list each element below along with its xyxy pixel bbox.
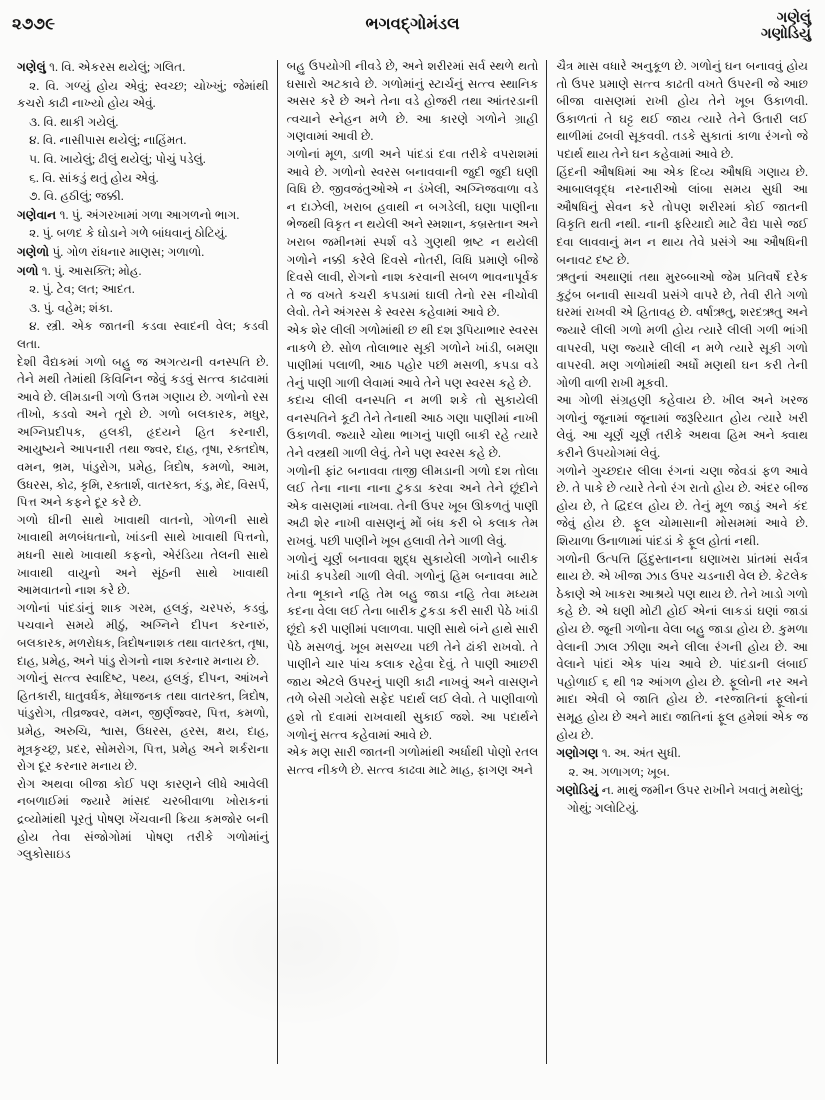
guide-word-last: ગણોડિયું: [761, 26, 811, 43]
sense-line: ૨. પું. બળદ કે ઘોડાને ગળે બાંધવાનું ઠોટિયું.: [29, 226, 228, 241]
sense: ૧. પું. અંગરખામાં ગળા આગળનો ભાગ.: [59, 207, 240, 222]
book-title: ભગવદ્ગોમંડલ: [365, 14, 460, 33]
headword: ગણોડિયું: [556, 783, 599, 798]
column-1: [8, 58, 278, 1078]
column-2: [278, 58, 548, 1078]
body-paragraph: ચૈત્ર માસ વધારે અનુકૂળ છે. ગળોનું ઘન બનાવવું હોય તો ઉપર પ્રમાણે સત્ત્વ કાઢતી વખતે ઉપરની જે આછ બીજા વાસણમાં રાખી હોય તેને ખૂબ ઉકાળવી. ઉકાળતાં તે ઘટ્ટ થઈ જાય ત્યારે તેને ઉતારી લઈ થાળીમાં ઢબવી સૂકવવી. તડકે સુકાતાં કાળા રંગનો જે પદાર્થ થાય તેને ઘન કહેવામાં આવે છે.: [556, 59, 809, 161]
body-paragraph: દેશી વૈદ્યકમાં ગળો બહુ જ અગત્યની વનસ્પતિ છે. તેને મથી તેમાંથી કિવિનિન જેવું કડવું સત્ત્વ કાઢવામાં આવે છે. લીમડાની ગળો ઉત્તમ ગણાય છે. ગળોનો રસ તીખો, કડવો અને તૂરો છે. ગળો બલકારક, મધુર, અગ્નિપ્રદીપક, હલકી, હૃદયને હિત કરનારી, આયુષ્યને આપનારી તથા જ્વર, દાહ, તૃષા, રક્તદોષ, વમન, ભ્રમ, પાંડુરોગ, પ્રમેહ, ત્રિદોષ, કમળો, આમ, ઉધરસ, કોઢ, કૃમિ, રક્તાર્શ, વાતરક્ત, કંડુ, મેદ, વિસર્પ, પિત્ત અને કફને દૂર કરે છે.: [17, 354, 269, 510]
body-paragraph: રોગ અથવા બીજા કોઈ પણ કારણને લીધે આવેલી નબળાઈમાં જ્યારે માંસદ ચરબીવાળા ખોરાકનાં દ્રવ્યોમાંથી પૂરતું પોષણ ખેંચવાની ક્રિયા કમજોર બની હોય તેવા સંજોગોમાં પોષણ તરીકે ગળોમાંનું ગ્લુકોસાઇડ: [17, 776, 269, 862]
sense-line: ૪. સ્ત્રી. એક જાતની કડવા સ્વાદની વેલ; કડવી લતા.: [17, 319, 269, 351]
dictionary-entry: [17, 59, 269, 77]
body-paragraph: એક શેર લીલી ગળોમાંથી છ થી દશ રૂપિયાભાર સ્વરસ નાકળે છે. સોળ તોલાભાર સૂકી ગળોને ખાંડી, બમણા પાણીમાં પલાળી, આઠ પહોર પછી મસળી, કપડા વડે તેનું પાણી ગાળી લેવામાં આવે તેને પણ સ્વરસ કહે છે.: [286, 322, 539, 390]
body-paragraph: ઋતુનાં અથાણાં તથા મુરબ્બાઓ જેમ પ્રતિવર્ષે દરેક કુટુંબ બનાવી સાચવી પ્રસંગે વાપરે છે, તેવી રીતે ગળો ઘરમાં રાખવી એ હિતાવહ છે. વર્ષાઋતુ, શરદઋતુ અને જ્યારે લીલી ગળો મળી હોય ત્યારે લીલી ગળી ભાંગી વાપરવી, પણ જ્યારે લીલી ન મળે ત્યારે સૂકી ગળો વાપરવી. મણ ગળોમાંથી અર્ધો મણથી ઘન કરી તેની ગોળી વાળી રાખી મૂકવી.: [556, 270, 809, 390]
sense: ન. માથું જમીન ઉપર રાખીને ખવાતું મથોલું; ગોથું; ગલોટિયું.: [567, 783, 804, 815]
text-columns: [8, 58, 817, 1078]
sense: ૧. અ. અંત સુધી.: [601, 746, 681, 761]
folio-number: ૨૭૭૯: [12, 14, 56, 33]
body-paragraph: આ ગોળી સંગ્રહણી કહેવાય છે. ખીલ અને ખરજ ગળોનું જૂનામાં જૂનામાં જરૂરિયાત હોય ત્યારે ખરી લેવું. આ ચૂર્ણ ચૂર્ણ તરીકે અથવા હિમ અને ક્વાથ કરીને ઉપયોગમાં લેવું.: [556, 393, 809, 461]
sense-line: ૨. વિ. ગળ્યું હોય એવું; સ્વચ્છ; ચોખ્ખું; જેમાંથી કચરો કાઢી નાખ્યો હોય એવું.: [17, 78, 269, 111]
dictionary-entry: [17, 207, 269, 225]
body-paragraph: કદાચ લીલી વનસ્પતિ ન મળી શકે તો સુકાયેલી વનસ્પતિને કૂટી તેને તેનાથી આઠ ગણા પાણીમાં નાખી ઉકાળવી. જ્યારે ચોથા ભાગનું પાણી બાકી રહે ત્યારે તેને વસ્ત્રથી ગાળી લેવું. તેને પણ સ્વરસ કહે છે.: [286, 393, 539, 461]
headword: ગણેલું: [17, 60, 46, 74]
body-paragraph: ગળોનાં પાંદડાંનું શાક ગરમ, હલકું, ચરપરું, કડવું, પચવાને સમયે મીઠું, અગ્નિને દીપન કરનારું, બલકારક, મળરોધક, ત્રિદોષનાશક તથા વાતરક્ત, તૃષા, દાહ, પ્રમેહ, અને પાંડુ રોગનો નાશ કરનાર મનાય છે.: [17, 600, 269, 668]
body-paragraph: હિંદની ઔષધિમાં આ એક દિવ્ય ઔષધિ ગણાય છે. આબાલવૃદ્ધ નરનારીઓ લાંબા સમય સુધી આ ઔષધિનું સેવન કરે તોપણ શરીરમાં કોઈ જાતની વિકૃતિ થતી નથી. નાની ફરિયાદો માટે વૈદ્ય પાસે જઈ દવા લાવવાનું મન ન થાય તેવે પ્રસંગે આ ઔષધિની બનાવટ દષ્ટ છે.: [556, 164, 809, 267]
sense-line: ૭. વિ. હઠીલું; જક્કી.: [29, 189, 124, 204]
guide-word-first: ગણેલું: [776, 10, 811, 26]
column-3: [547, 58, 817, 1078]
running-head: [0, 0, 825, 58]
sense-line: ૩. પું. વહેમ; શંકા.: [29, 300, 113, 315]
body-paragraph: ગળોની ફાંટ બનાવવા તાજી લીમડાની ગળો દશ તોલા લઈ તેના નાના નાના ટુકડા કરવા અને તેને છૂંદીને એક વાસણમાં નાખવા. તેની ઉપર ખૂબ ઊકળતું પાણી અઢી શેર નાખી વાસણનું મોં બંધ કરી બે કલાક તેમ રાખવું. પછી પાણીને ખૂબ હલાવી તેને ગાળી લેવું.: [286, 463, 539, 549]
body-paragraph: ગળોનું ચૂર્ણ બનાવવા શુદ્ધ સુકાયેલી ગળોને બારીક ખાંડી કપડેથી ગાળી લેવી. ગળોનું હિમ બનાવવા માટે તેના ભૂકાને નહિ તેમ બહુ જાડા નહિ તેવા મધ્યમ કદના વેલા લઈ તેના બારીક ટુકડા કરી સારી પેઠે ખાંડી છૂંદો કરી પાણીમાં પલાળવા. પાણી સાથે બંને હાથે સારી પેઠે મસળવું. ખૂબ મસળ્યા પછી તેને ઢાંકી રાખવો. તે પાણીને ચાર પાંચ કલાક રહેવા દેવું. તે પાણી આછરી જાય એટલે ઉપરનું પાણી કાઢી નાખવું અને વાસણને તળે બેસી ગયેલો સફેદ પદાર્થ લઈ લેવો. તે પાણીવાળો હશે તો દવામાં રાખવાથી સુકાઈ જશે. આ પદાર્થને ગળોનું સત્ત્વ કહેવામાં આવે છે.: [286, 551, 539, 742]
body-paragraph: ગળોને ગુચ્છદાર લીલા રંગનાં ચણા જેવડાં ફળ આવે છે. તે પાકે છે ત્યારે તેનો રંગ રાતો હોય છે. અંદર બીજ હોય છે, તે દ્વિદલ હોય છે. તેનું મૂળ જાડું અને કંદ જેવું હોય છે. ફૂલ ચોમાસાની મોસમમાં આવે છે. શિયાળા ઉનાળામાં પાંદડાં કે ફૂલ હોતાં નથી.: [556, 463, 809, 549]
body-paragraph: ગળોનું સત્ત્વ સ્વાદિષ્ટ, પથ્ય, હલકું, દીપન, આંખને હિતકારી, ધાતુવર્ધક, મેધાજનક તથા વાતરક્ત, ત્રિદોષ, પાંડુરોગ, તીવ્રજ્વર, વમન, જીર્ણજ્વર, પિત્ત, કમળો, પ્રમેહ, અરુચિ, શ્વાસ, ઉધરસ, હરસ, ક્ષય, દાહ, મૂત્રકૃચ્છ્ર, પ્રદર, સોમરોગ, પિત્ત, પ્રમેહ અને શર્કરાના રોગ દૂર કરનાર મનાય છે.: [17, 671, 269, 774]
dictionary-entry: [17, 244, 269, 262]
body-paragraph: એક મણ સારી જાતની ગળોમાંથી અર્ધાથી પોણો રતલ સત્ત્વ નીકળે છે. સત્ત્વ કાઢવા માટે માહ, ફાગણ અને: [286, 745, 539, 777]
body-paragraph: ગળો ઘીની સાથે ખાવાથી વાતનો, ગોળની સાથે ખાવાથી મળબંધતાનો, ખાંડની સાથે ખાવાથી પિત્તનો, મધની સાથે ખાવાથી કફનો, એરંડિયા તેલની સાથે ખાવાથી વાયુનો અને સૂંઠની સાથે ખાવાથી આમવાતનો નાશ કરે છે.: [17, 512, 269, 598]
headword: ગણોગણ: [556, 746, 599, 761]
sense: પું. ગોળ રાંધનાર માણસ; ગળાળો.: [52, 244, 205, 259]
sense-line: ૫. વિ. ખાયેલું; ઢીલું થયેલું; પોચું પડેલું.: [29, 151, 206, 166]
sense-line: ૩. વિ. થાકી ગયેલું.: [29, 114, 119, 129]
headword: ગળો: [17, 263, 39, 278]
body-paragraph: ગળોનાં મૂળ, ડાળી અને પાંદડાં દવા તરીકે વપરાશમાં આવે છે. ગળોનો સ્વરસ બનાવવાની જુદી જુદી ઘણી વિધિ છે. જીવજંતુઓએ ન ડંખેલી, અગ્નિજવાળા વડે ન દાઝેલી, ખરાબ હવાથી ન બગડેલી, ઘણા પાણીના ભેજથી વિકૃત ન થયેલી અને સ્મશાન, કબ્રસ્તાન અને ખરાબ જમીનમાં સ્પર્શ વડે ગુણથી ભ્રષ્ટ ન થયેલી ગળોને નક્કી કરેલે દિવસે નોતરી, વિધિ પ્રમાણે બીજે દિવસે લાવી, રોગનો નાશ કરવાની સબળ ભાવનાપૂર્વક તે જ વખતે કચરી કપડામાં ઘાલી તેનો રસ નીચોવી લેવો. તેને અંગરસ કે સ્વરસ કહેવામાં આવે છે.: [286, 146, 539, 320]
dictionary-entry: [17, 263, 269, 281]
body-paragraph: બહુ ઉપયોગી નીવડે છે, અને શરીરમાં સર્વ સ્થળે થતો ઘસારો અટકાવે છે. ગળોમાંનું સ્ટાર્ચનું સત્ત્વ સ્થાનિક અસર કરે છે અને તેના વડે હોજરી તથા આંતરડાની ત્વચાને સ્નેહન મળે છે. આ કારણે ગળોને ગ્રાહી ગણવામાં આવી છે.: [286, 59, 539, 144]
sense-line: ૨. પું. ટેવ; લત; આદત.: [29, 282, 135, 297]
sense-line: ૬. વિ. સાંકડું થતું હોય એવું.: [29, 170, 159, 185]
sense: ૧. વિ. એકરસ થયેલું; ગલિત.: [49, 60, 186, 74]
dictionary-entry: [556, 782, 808, 817]
sense-line: ૨. અ. ગળાગળ; ખૂબ.: [568, 764, 670, 779]
sense: ૧. પું. આસક્તિ; મોહ.: [41, 263, 142, 278]
dictionary-entry: [556, 745, 808, 763]
headword: ગણેળો: [17, 244, 50, 259]
body-paragraph: ગળોની ઉત્પત્તિ હિંદુસ્તાનના ઘણાખરા પ્રાંતમાં સર્વત્ર થાય છે. એ ખીજા ઝાડ ઉપર ચડનારી વેલ છે. કેટલેક ઠેકાણે એ ખાકરા આશ્રયે પણ થાય છે. તેને ખાડો ગળો કહે છે. એ ઘણી મોટી હોઈ એનાં લાકડાં ઘણાં જાડાં હોય છે. જૂની ગળોના વેલા બહુ જાડા હોય છે. કુમળા વેલાની ઝાલ ઝીણા અને લીલા રંગની હોય છે. આ વેલાને પાંદાં એક પાંચ આવે છે. પાંદડાની લંબાઈ પહોળાઈ ૬ થી ૧૨ આંગળ હોય છે. ફૂલોની નર અને માદા એવી બે જાતિ હોય છે. નરજાતિનાં ફૂલોનાં સમૂહ હોય છે અને માદા જાતિનાં ફૂલ હમેશાં એક જ હોય છે.: [556, 551, 809, 742]
guide-words: [761, 10, 811, 42]
headword: ગણેવાન: [17, 207, 57, 222]
sense-line: ૪. વિ. નાસીપાસ થયેલું; નાહિંમત.: [29, 133, 187, 148]
